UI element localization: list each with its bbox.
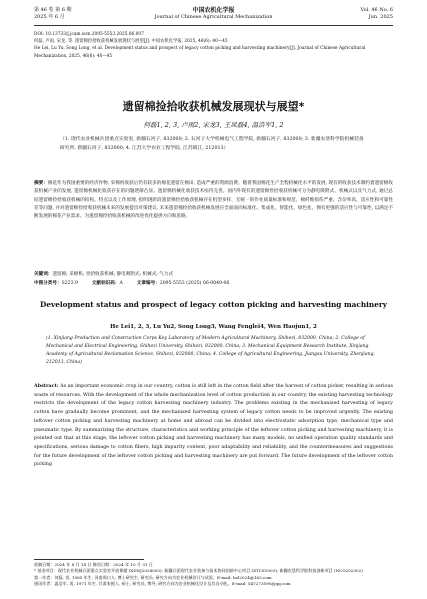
- abstract-label-en: Abstract:: [34, 383, 59, 389]
- abstract-cn: [34, 180, 393, 221]
- footnote-rule: [34, 559, 144, 560]
- affiliations-en: (1. Xinjiang Production and Construction Corps Key Laboratory of Modern Agricultural Machinery, Shihezi, 832000, China; 2. College of Mechanical and Electrical Engineering, Shihezi University, Shihezi, 832000, China; 3. Mechanical Equipment Research Institute, Xinjiang Academy of Agricultural Reclamation Science, Shihezi, 832000, China; 4. College of Agricultural Engineering, Jiangsu University, Zhenjiang, 212013, China): [46, 336, 375, 366]
- article-title-en: Development status and prospect of legacy cotton picking and harvesting machinery: [40, 300, 387, 309]
- clc-value: S223.9: [61, 281, 78, 286]
- keywords-text-cn: 遗留棉; 采棉机; 捡拾收获机械; 静电吸附式; 机械式; 气力式: [52, 272, 174, 277]
- journal-name-cn: 中国农机化学报: [192, 7, 235, 14]
- article-title-cn: 遗留棉捡拾收获机械发展现状与展望*: [122, 100, 305, 113]
- citation-cn: 何磊, 卢雨, 宋龙, 等. 遗留棉捡拾收获机械发展现状与展望[J]. 中国农机化学报, 2025, 46(6): 40—45: [34, 39, 228, 45]
- header-right: [360, 7, 393, 21]
- doc-value: A: [119, 281, 123, 286]
- doi-line[interactable]: DOI: 10.13733/j.jcam.issn.2095-5553.2025.06.007: [34, 32, 144, 37]
- clc-label: 中图分类号：: [34, 281, 62, 286]
- authors-en: He Lei1, 2, 3, Lu Yu2, Song Long3, Wang Fenglei4, Wen Haojun1, 2: [110, 324, 317, 330]
- citation-en: He Lei, Lu Yu, Song Long, et al. Development status and prospect of legacy cotton picking and harvesting machinery[J]. Journal of Chinese Agricultural Mechanization, 2025, 46(6): 40—45: [34, 46, 366, 59]
- running-header: [34, 7, 393, 26]
- first-author-note: 第一作者：何磊, 男, 1985 年生, 河南周口人, 博士研究生, 研究员; 研究方向为农业机械设计与试验。E-mail: hel2024@163.com: [34, 574, 272, 580]
- abstract-label-cn: 摘要：: [34, 181, 48, 186]
- volume-issue-en: Vol. 46 No. 6: [360, 7, 393, 13]
- clc-number: [34, 280, 78, 288]
- doc-label: 文献标识码：: [91, 281, 120, 286]
- date-en: Jun. 2025: [368, 14, 393, 20]
- date-cn: 2025 年 6 月: [34, 14, 65, 20]
- header-center: [34, 7, 393, 21]
- received-date: 收稿日期：2024 年 8 月 14 日 修回日期：2024 年 10 月 31 日: [34, 562, 153, 567]
- footnotes: [34, 562, 393, 587]
- art-label: 文章编号：: [136, 281, 160, 286]
- art-value: 2095-5553 (2025) 06-0040-06: [159, 281, 230, 286]
- classification-line: [34, 280, 393, 288]
- keywords-cn: [34, 271, 393, 279]
- abstract-text-cn: 棉花作为我国重要的经济作物, 采棉机收获后仍有较多的棉花遗留在棉田, 造成严重的资源浪费。随着我国棉花生产全程机械化水平的发展, 现有的收获技术制约着遗留棉收获机械产业的发展, 遗留棉机械化收获存在的问题逐渐凸显。遗留棉机械化收获技术亟待完善。国内外现有的遗留棉捡拾收获机械可分为静电吸附式、机械式以及气力式, 通过总结遗留棉捡拾收获机械的结构、特点以及工作原理, 指明现阶段遗留棉捡拾收获机械存在机型多样、无统一的作业质量标准和规范、棉纤维损伤严重、含杂率高、适应性和可靠性差等问题, 并对遗留棉捡拾收获机械未来的发展提出对策建议, 未来遗留棉捡拾收获机械发展应全面面向标准化、集成化、智能化、绿色化、拥有更强的适应性与可靠性, 以满足不断发展的棉花产业需求。为遗留棉捡拾收获机械的改进优化提供方向和思路。: [34, 181, 393, 220]
- abstract-en: [34, 382, 393, 470]
- citation-block: [34, 31, 393, 60]
- abstract-text-en: As an important economic crop in our country, cotton is still left in the cotton field after the harvest of cotton picker, resulting in serious waste of resources. With the development of the whole mechanization level of cotton production in our country, the existing harvesting technology restricts the development of the legacy cotton harvesting machinery industry. The problems existing in the mechanized harvesting of legacy cotton have gradually become prominent, and the mechanized harvesting system of legacy cotton needs to be improved urgently. The existing leftover cotton picking and harvesting machinery at home and abroad can be divided into electrostatic adsorption type, mechanical type and pneumatic type. By summarizing the structure, characteristics and working principle of the leftover cotton picking and harvesting machinery, it is pointed out that at this stage, the leftover cotton picking and harvesting machinery has many models, no unified operation quality standards and specifications, serious damage to cotton fibers, high impurity content, poor adaptability and reliability, and the countermeasures and suggestions for the future development of the leftover cotton picking and harvesting machinery are put forward. The future development of the leftover cotton picking: [34, 384, 393, 468]
- volume-issue-cn: 第 46 卷 第 6 期: [34, 7, 72, 13]
- affiliations-cn: （1. 现代农业机械兵团重点实验室, 新疆石河子, 832000; 2. 石河子大学机械电气工程学院, 新疆石河子, 832000; 3. 新疆农垦科学院机械装备研究所, 新疆石河子, 832000; 4. 江苏大学农业工程学院, 江苏镇江, 212013）: [60, 137, 364, 151]
- journal-name-en: Journal of Chinese Agricultural Mechanization: [154, 14, 273, 20]
- keywords-label-cn: 关键词：: [34, 272, 53, 277]
- authors-cn: 何磊1, 2, 3, 卢雨2, 宋龙3, 王凤磊4, 温浩军1, 2: [143, 121, 284, 129]
- doc-code: [92, 280, 123, 288]
- article-number: [137, 280, 230, 288]
- corresponding-author-note: 通讯作者：温浩军, 男, 1971 年生, 甘肃张掖人, 硕士, 研究员, 博导; 研究方向为农业机械化设计及其自动化。E-mail: 547273590@qq.com: [34, 580, 291, 586]
- fund-note: * 基金项目：现代农业机械兵团重点实验室开放课题 (XDNJ2024005); 新疆兵团现代农业装备与技术协同创新中心项目 (XTCX1003); 新疆农垦科学院科技创新项目 (NCG202302): [34, 568, 363, 574]
